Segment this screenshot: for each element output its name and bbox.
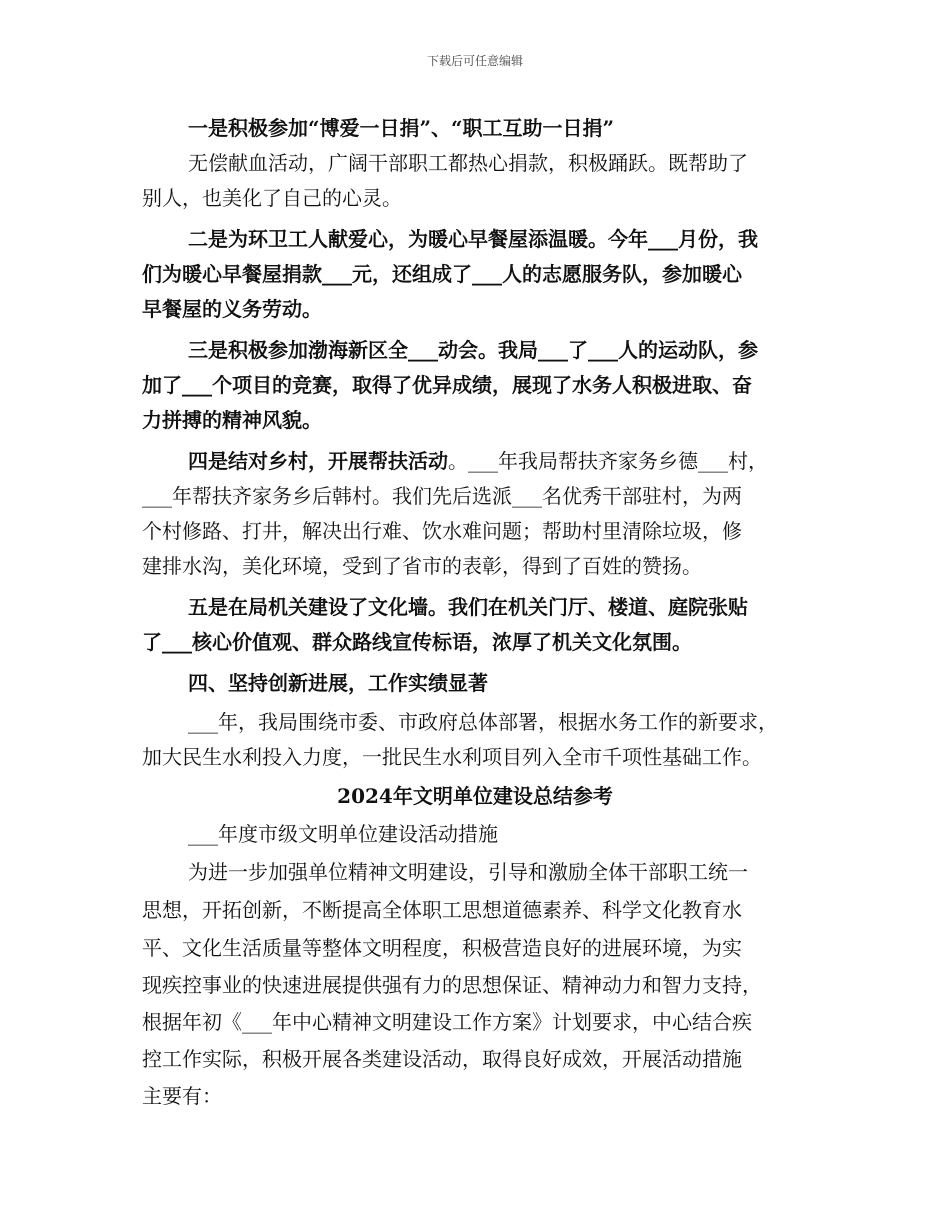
paragraph-line: 根据年初《___年中心精神文明建设工作方案》计划要求，中心结合疾 [142,1010,752,1034]
line-lead: 四是结对乡村，开展帮扶活动 [188,449,448,473]
paragraph-line: 主要有： [142,1084,222,1108]
paragraph-line: 加大民生水利投入力度，一批民生水利项目列入全市千项性基础工作。 [142,745,762,769]
paragraph-line: 一是积极参加“博爱一日捐”、“职工互助一日捐” [188,116,615,140]
paragraph-line: 思想，开拓创新，不断提高全体职工思想道德素养、科学文化教育水 [142,898,742,922]
paragraph-line: 二是为环卫工人献爱心，为暖心早餐屋添温暖。今年___月份，我 [188,227,758,251]
page-header: 下载后可任意编辑 [426,54,523,68]
document-title: 2024年文明单位建设总结参考 [337,784,613,808]
line-rest: 。___年我局帮扶齐家务乡德___村， [448,449,768,473]
paragraph-line: 三是积极参加渤海新区全___动会。我局___了___人的运动队，参 [188,338,758,362]
paragraph-line: 为进一步加强单位精神文明建设，引导和激励全体干部职工统一 [188,860,748,884]
paragraph-line: 个村修路、打井，解决出行难、饮水难问题；帮助村里清除垃圾，修 [142,519,742,543]
paragraph-line: 平、文化生活质量等整体文明程度，积极营造良好的进展环境，为实 [142,936,742,960]
paragraph-line: 了___核心价值观、群众路线宣传标语，浓厚了机关文化氛围。 [142,630,692,654]
paragraph-line: ___年帮扶齐家务乡后韩村。我们先后选派___名优秀干部驻村，为两 [142,484,742,508]
paragraph-line: 现疾控事业的快速进展提供强有力的思想保证、精神动力和智力支持， [142,973,762,997]
paragraph-line: 五是在局机关建设了文化墙。我们在机关门厅、楼道、庭院张贴 [188,595,748,619]
paragraph-line: ___年，我局围绕市委、市政府总体部署，根据水务工作的新要求， [188,710,778,734]
paragraph-line: 加了___个项目的竞赛，取得了优异成绩，展现了水务人积极进取、奋 [142,373,752,397]
paragraph-line: 早餐屋的义务劳动。 [142,297,322,321]
section-heading: 四、坚持创新进展，工作实绩显著 [188,671,488,695]
paragraph-line: 控工作实际，积极开展各类建设活动，取得良好成效，开展活动措施 [142,1047,742,1071]
paragraph-line: 力拼搏的精神风貌。 [142,408,322,432]
paragraph-line: 们为暖心早餐屋捐款___元，还组成了___人的志愿服务队，参加暖心 [142,262,742,286]
paragraph-line: 别人，也美化了自己的心灵。 [142,186,402,210]
subtitle-line: ___年度市级文明单位建设活动措施 [188,822,498,846]
paragraph-line: 无偿献血活动，广阔干部职工都热心捐款，积极踊跃。既帮助了 [188,151,748,175]
paragraph-line: 建排水沟，美化环境，受到了省市的表彰，得到了百姓的赞扬。 [142,554,702,578]
paragraph-line [188,449,842,473]
